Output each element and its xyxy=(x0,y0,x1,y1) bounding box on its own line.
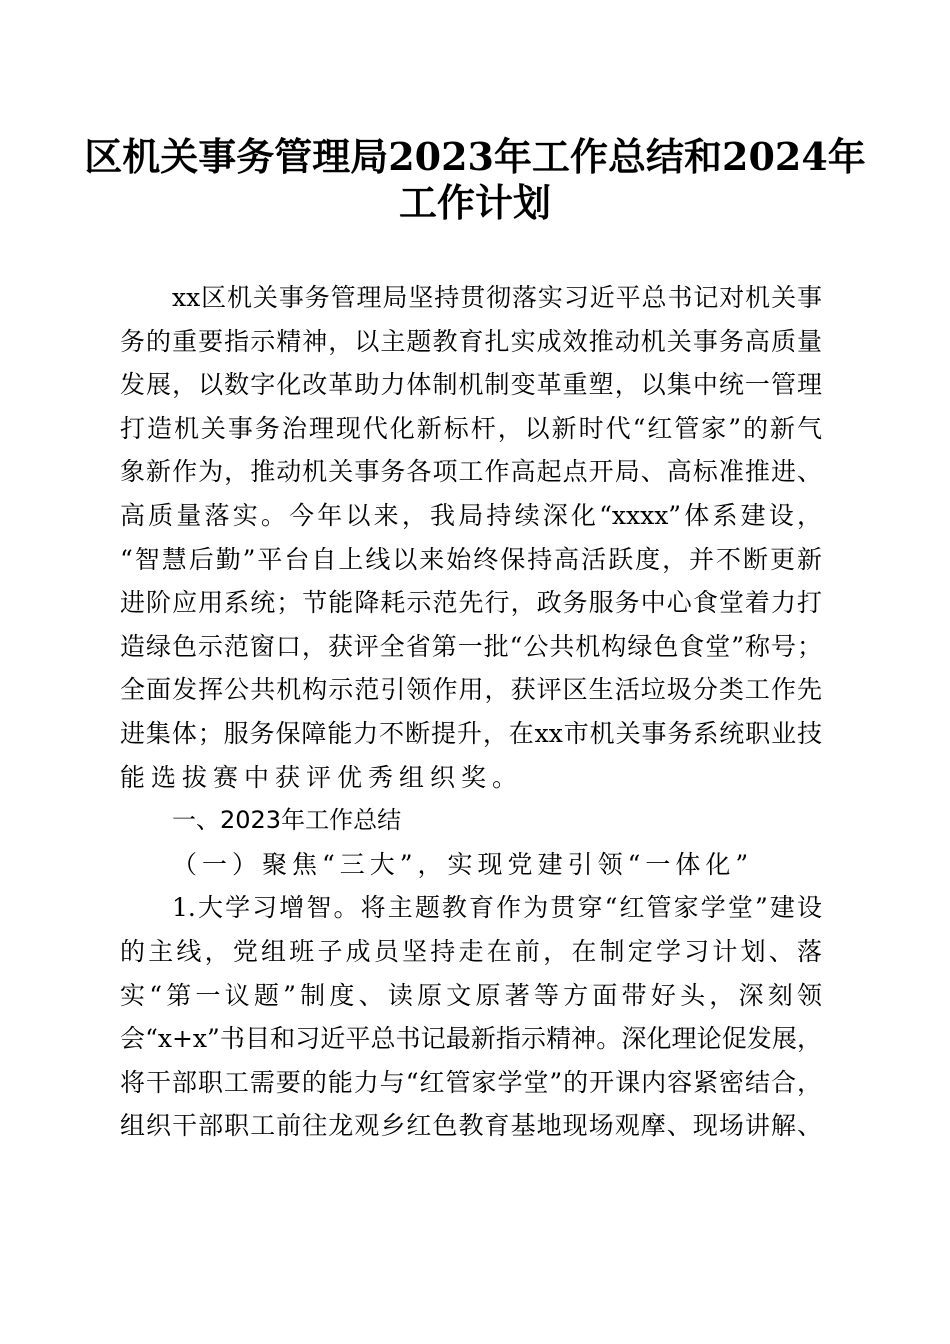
paragraph-line: 进阶应用系统；节能降耗示范先行，政务服务中心食堂着力打 xyxy=(120,588,822,618)
paragraph-line: 打造机关事务治理现代化新标杆，以新时代“红管家”的新气 xyxy=(120,413,822,443)
paragraph-line: 高质量落实。今年以来，我局持续深化“xxxx”体系建设， xyxy=(120,500,822,530)
section-heading: 一、2023年工作总结 xyxy=(172,806,402,835)
paragraph-line: 实“第一议题”制度、读原文原著等方面带好头，深刻领 xyxy=(120,980,822,1010)
paragraph-line: 象新作为，推动机关事务各项工作高起点开局、高标准推进、 xyxy=(120,457,822,487)
paragraph-line: 务的重要指示精神，以主题教育扎实成效推动机关事务高质量 xyxy=(120,326,822,356)
paragraph-line: “智慧后勤”平台自上线以来始终保持高活跃度，并不断更新 xyxy=(120,544,822,574)
paragraph-line: xx区机关事务管理局坚持贯彻落实习近平总书记对机关事 xyxy=(172,283,822,312)
paragraph-line: 发展，以数字化改革助力体制机制变革重塑，以集中统一管理 xyxy=(120,370,822,400)
title-line-1: 区机关事务管理局2023年工作总结和2024年 xyxy=(84,134,866,179)
paragraph-line: 1.大学习增智。将主题教育作为贯穿“红管家学堂”建设 xyxy=(172,893,822,923)
paragraph-line: 全面发挥公共机构示范引领作用，获评区生活垃圾分类工作先 xyxy=(120,675,822,705)
paragraph-line: 将干部职工需要的能力与“红管家学堂”的开课内容紧密结合， xyxy=(120,1067,822,1097)
paragraph-line: 的主线，党组班子成员坚持走在前，在制定学习计划、落 xyxy=(120,936,822,966)
paragraph-line: 会“x+x”书目和习近平总书记最新指示精神。深化理论促发展， xyxy=(120,1024,822,1054)
paragraph-line: 能选拔赛中获评优秀组织奖。 xyxy=(120,762,524,792)
paragraph-line: 组织干部职工前往龙观乡红色教育基地现场观摩、现场讲解、 xyxy=(120,1111,822,1141)
section-heading: （一）聚焦“三大”，实现党建引领“一体化” xyxy=(172,849,754,879)
paragraph-line: 造绿色示范窗口，获评全省第一批“公共机构绿色食堂”称号； xyxy=(120,631,822,661)
document-body xyxy=(120,276,822,1148)
title-line-2: 工作计划 xyxy=(398,180,551,225)
paragraph-line: 进集体；服务保障能力不断提升，在xx市机关事务系统职业技 xyxy=(120,718,822,748)
document-title xyxy=(0,134,950,226)
